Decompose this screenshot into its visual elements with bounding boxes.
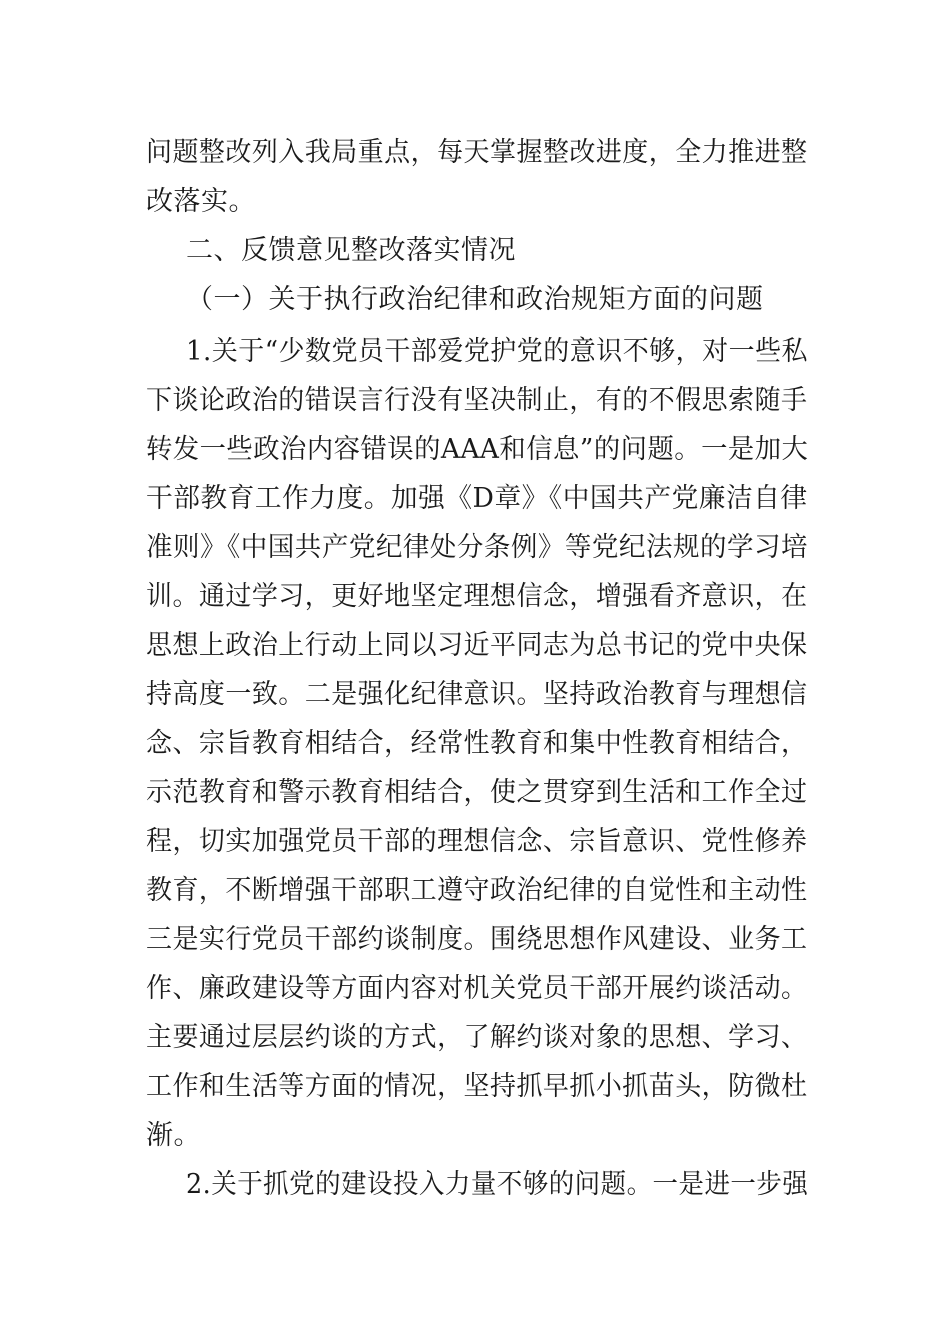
text-line: 主要通过层层约谈的方式，了解约谈对象的思想、学习、 [146,1022,808,1053]
item-heading: 2.关于抓党的建设投入力量不够的问题。一是进一步强 [186,1169,809,1200]
text-line: 思想上政治上行动上同以习近平同志为总书记的党中央保 [146,630,808,661]
text-line: 作、廉政建设等方面内容对机关党员干部开展约谈活动。 [146,973,808,1004]
text-line: 念、宗旨教育相结合，经常性教育和集中性教育相结合， [146,728,808,759]
text-line: 干部教育工作力度。加强《D章》《中国共产党廉洁自律 [146,483,808,514]
text-line: 三是实行党员干部约谈制度。围绕思想作风建设、业务工 [146,924,808,955]
section-heading: 二、反馈意见整改落实情况 [186,235,516,266]
text-line: 训。通过学习，更好地坚定理想信念，增强看齐意识，在 [146,581,808,612]
text-line: 下谈论政治的错误言行没有坚决制止，有的不假思索随手 [146,385,808,416]
text-line: 渐。 [146,1120,201,1151]
text-line: 转发一些政治内容错误的AAA和信息”的问题。一是加大 [146,434,809,465]
text-line: 教育，不断增强干部职工遵守政治纪律的自觉性和主动性 [146,875,808,906]
subsection-heading: （一）关于执行政治纪律和政治规矩方面的问题 [186,284,764,315]
text-line: 持高度一致。二是强化纪律意识。坚持政治教育与理想信 [146,679,808,710]
text-line: 准则》《中国共产党纪律处分条例》等党纪法规的学习培 [146,532,809,563]
item-heading: 1.关于“少数党员干部爱党护党的意识不够，对一些私 [186,336,809,367]
text-line: 程，切实加强党员干部的理想信念、宗旨意识、党性修养 [146,826,808,857]
text-line: 改落实。 [146,186,256,217]
text-line: 示范教育和警示教育相结合，使之贯穿到生活和工作全过 [146,777,808,808]
text-line: 问题整改列入我局重点，每天掌握整改进度，全力推进整 [146,137,808,168]
text-line: 工作和生活等方面的情况，坚持抓早抓小抓苗头，防微杜 [146,1071,808,1102]
